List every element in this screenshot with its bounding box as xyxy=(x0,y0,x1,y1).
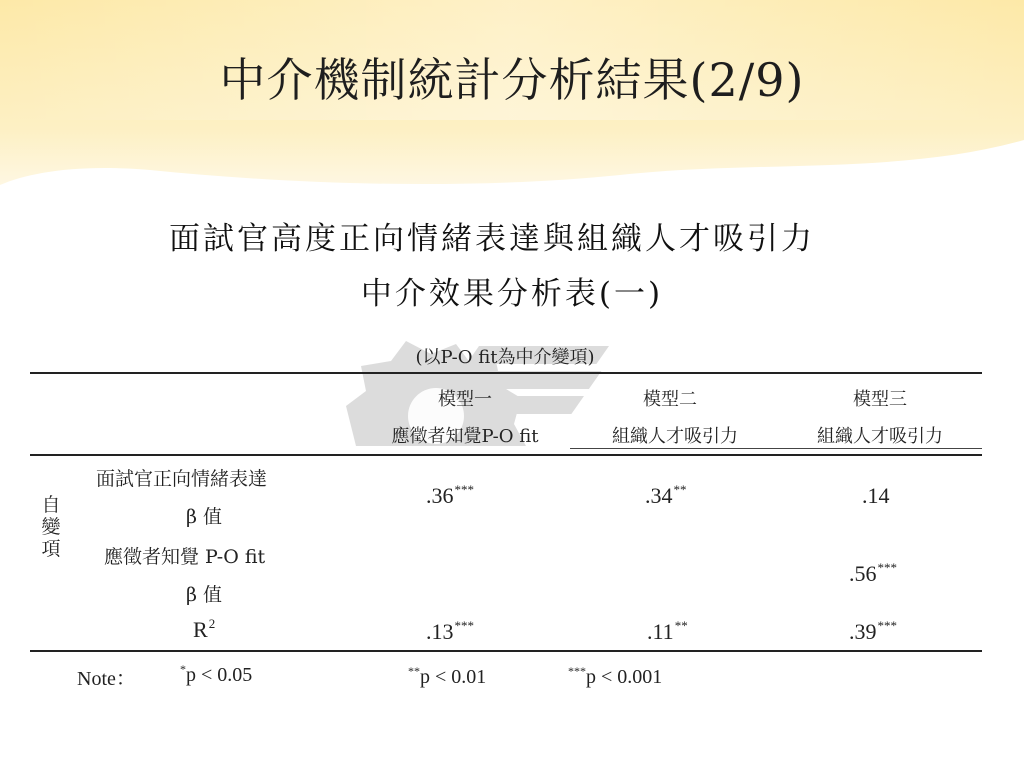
note-label: Note： xyxy=(77,668,136,690)
row-r2-label: $R^2$ xyxy=(193,616,216,642)
value-m3-iv1: .14 xyxy=(862,483,890,508)
value-m1-r2: .13*** xyxy=(426,618,474,644)
row-iv2-beta: β 值 xyxy=(186,584,223,606)
note-sig1: *p < 0.05 xyxy=(180,662,253,686)
table-caption: (以P-O fit為中介變項) xyxy=(415,347,595,368)
value-m2-iv1: .34** xyxy=(645,482,687,508)
col1-model-header: 模型一 xyxy=(438,389,492,410)
col3-dependent-header: 組織人才吸引力 xyxy=(817,426,943,447)
table-bottom-rule xyxy=(30,650,982,652)
row-iv1-name: 面試官正向情緒表達 xyxy=(96,468,268,490)
side-label-independent-variable: 自變項 xyxy=(41,494,61,560)
value-m2-r2: .11** xyxy=(647,618,688,644)
slide-subtitle-line2: 中介效果分析表(一) xyxy=(360,276,664,312)
row-iv2-name: 應徵者知覺 P-O fit xyxy=(104,546,266,568)
header-bottom-rule xyxy=(30,454,982,456)
table-top-rule xyxy=(30,372,982,374)
note-sig3: ***p < 0.001 xyxy=(568,664,663,688)
value-m1-iv1: .36*** xyxy=(426,482,474,508)
col3-model-header: 模型三 xyxy=(853,389,907,410)
value-m3-iv2: .56*** xyxy=(849,560,897,586)
col1-dependent-header: 應徵者知覺P-O fit xyxy=(391,426,539,447)
slide-subtitle-line1: 面試官高度正向情緒表達與組織人才吸引力 xyxy=(169,221,815,257)
col2-model-header: 模型二 xyxy=(643,389,697,410)
header-underline-rule xyxy=(570,448,982,449)
slide-title: 中介機制統計分析結果(2/9) xyxy=(219,53,805,107)
col2-dependent-header: 組織人才吸引力 xyxy=(612,426,738,447)
row-iv1-beta: β 值 xyxy=(186,506,223,528)
note-sig2: **p < 0.01 xyxy=(408,664,487,688)
value-m3-r2: .39*** xyxy=(849,618,897,644)
